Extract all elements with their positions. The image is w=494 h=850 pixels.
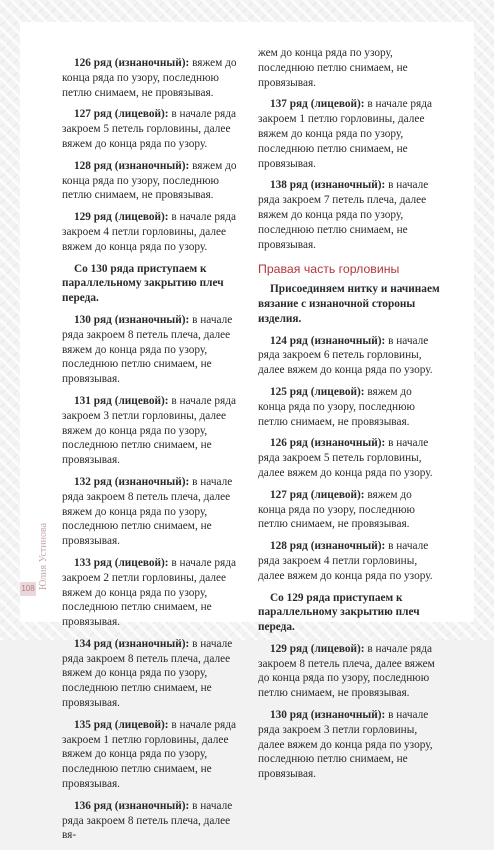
row-text: в начале ряда закроем 6 петель горловины, далее вяжем до конца ряда по узору. [258,334,433,377]
paragraph [62,556,246,630]
paragraph [258,708,442,782]
row-text: в начале ряда закроем 8 петель плеча, далее вяжем до конца ряда по узору, последнюю петлю снимаем, не провязывая. [62,637,233,710]
row-label: 127 ряд (лицевой): [74,108,169,121]
row-label: 133 ряд (лицевой): [74,556,169,569]
row-label: 126 ряд (изнаночный): [270,437,386,450]
paragraph [62,107,246,151]
row-text: в начале ряда закроем 8 петель плеча, далее вяжем до конца ряда по узору, последнюю петлю снимаем, не провязывая. [258,642,435,700]
row-text: в начале ряда закроем 5 петель горловины, далее вяжем до конца ряда по узору. [62,108,237,150]
row-text: вяжем до конца ряда по узору, последнюю петлю снимаем, не провязывая. [62,159,237,202]
paragraph [258,436,442,480]
row-text: в начале ряда закроем 3 петли горловины, далее вяжем до конца ряда по узору, последнюю петлю снимаем, не провязывая. [62,394,237,467]
right-column-top [258,46,442,252]
row-text: в начале ряда закроем 2 петли горловины, далее вяжем до конца ряда по узору, последнюю петлю снимаем, не провязывая. [62,556,237,629]
paragraph [258,334,442,378]
row-label: 136 ряд (изнаночный): [74,799,190,812]
row-label: 138 ряд (изнаночный): [270,179,386,192]
paragraph [62,799,246,843]
right-column [258,46,442,789]
row-text: жем до конца ряда по узору, последнюю петлю снимаем, не провязывая. [258,47,408,89]
page-number: 108 [20,582,36,596]
row-text: в начале ряда закроем 3 петли горловины, далее вяжем до конца ряда по узору, последнюю петлю снимаем, не провязывая. [258,709,433,781]
paragraph [258,385,442,429]
paragraph [62,394,246,468]
row-label: 126 ряд (изнаночный): [74,57,190,69]
left-column [62,56,246,850]
row-label: 125 ряд (лицевой): [270,385,365,398]
paragraph [258,642,442,701]
paragraph [62,637,246,711]
paragraph [62,210,246,254]
paragraph [258,488,442,532]
paragraph [62,718,246,792]
row-label: 130 ряд (изнаночный): [74,313,190,326]
paragraph [62,56,246,100]
bold-instruction: Со 130 ряда приступаем к параллельному закрытию плеч переда. [62,262,224,305]
row-text: в начале ряда закроем 8 петель плеча, далее вя- [62,799,233,842]
row-label: 128 ряд (изнаночный): [270,540,386,553]
row-label: 130 ряд (изнаночный): [270,709,386,722]
row-text: в начале ряда закроем 8 петель плеча, далее вяжем до конца ряда по узору, последнюю петлю снимаем, не провязывая. [62,475,233,548]
paragraph [62,313,246,387]
row-label: 129 ряд (лицевой): [270,642,365,655]
document-page [20,22,474,842]
row-text: в начале ряда закроем 4 петли горловины, далее вяжем до конца ряда по узору. [258,540,433,582]
paragraph [258,178,442,252]
author-name: Юлия Устинова [38,522,49,590]
row-label: 132 ряд (изнаночный): [74,475,190,488]
row-text: вяжем до конца ряда по узору, последнюю петлю снимаем, не провязывая. [258,488,415,531]
paragraph [258,539,442,583]
row-label: 134 ряд (изнаночный): [74,637,190,650]
bold-instruction: Присоединяем нитку и начинаем вязание с изнаночной стороны изделия. [258,283,440,325]
row-label: 131 ряд (лицевой): [74,394,169,407]
row-label: 129 ряд (лицевой): [74,211,169,224]
bold-instruction: Со 129 ряда приступаем к параллельному закрытию плеч переда. [258,591,420,634]
right-column-bottom [258,282,442,782]
paragraph [62,159,246,203]
row-label: 137 ряд (лицевой): [270,98,365,111]
row-text: в начале ряда закроем 4 петли горловины, далее вяжем до конца ряда по узору. [62,211,237,253]
row-label: 127 ряд (лицевой): [270,488,365,501]
row-text: вяжем до конца ряда по узору, последнюю петлю снимаем, не провязывая. [62,57,237,99]
row-text: в начале ряда закроем 8 петель плеча, далее вяжем до конца ряда по узору, последнюю петлю снимаем, не провязывая. [62,313,233,386]
row-text: в начале ряда закроем 1 петлю горловины, далее вяжем до конца ряда по узору, последнюю петлю снимаем, не провязывая. [62,718,237,791]
paragraph [258,46,442,90]
row-text: в начале ряда закроем 7 петель плеча, далее вяжем до конца ряда по узору, последнюю петлю снимаем, не провязывая. [258,179,429,251]
row-label: 128 ряд (изнаночный): [74,159,190,172]
paragraph [62,475,246,549]
row-label: 124 ряд (изнаночный): [270,334,386,347]
paragraph [258,97,442,171]
row-text: в начале ряда закроем 1 петлю горловины, далее вяжем до конца ряда по узору, последнюю петлю снимаем, не провязывая. [258,98,433,170]
row-text: в начале ряда закроем 5 петель горловины, далее вяжем до конца ряда по узору. [258,437,433,479]
section-heading: Правая часть горловины [258,262,400,277]
row-label: 135 ряд (лицевой): [74,718,169,731]
row-text: вяжем до конца ряда по узору, последнюю петлю снимаем, не провязывая. [258,385,415,428]
